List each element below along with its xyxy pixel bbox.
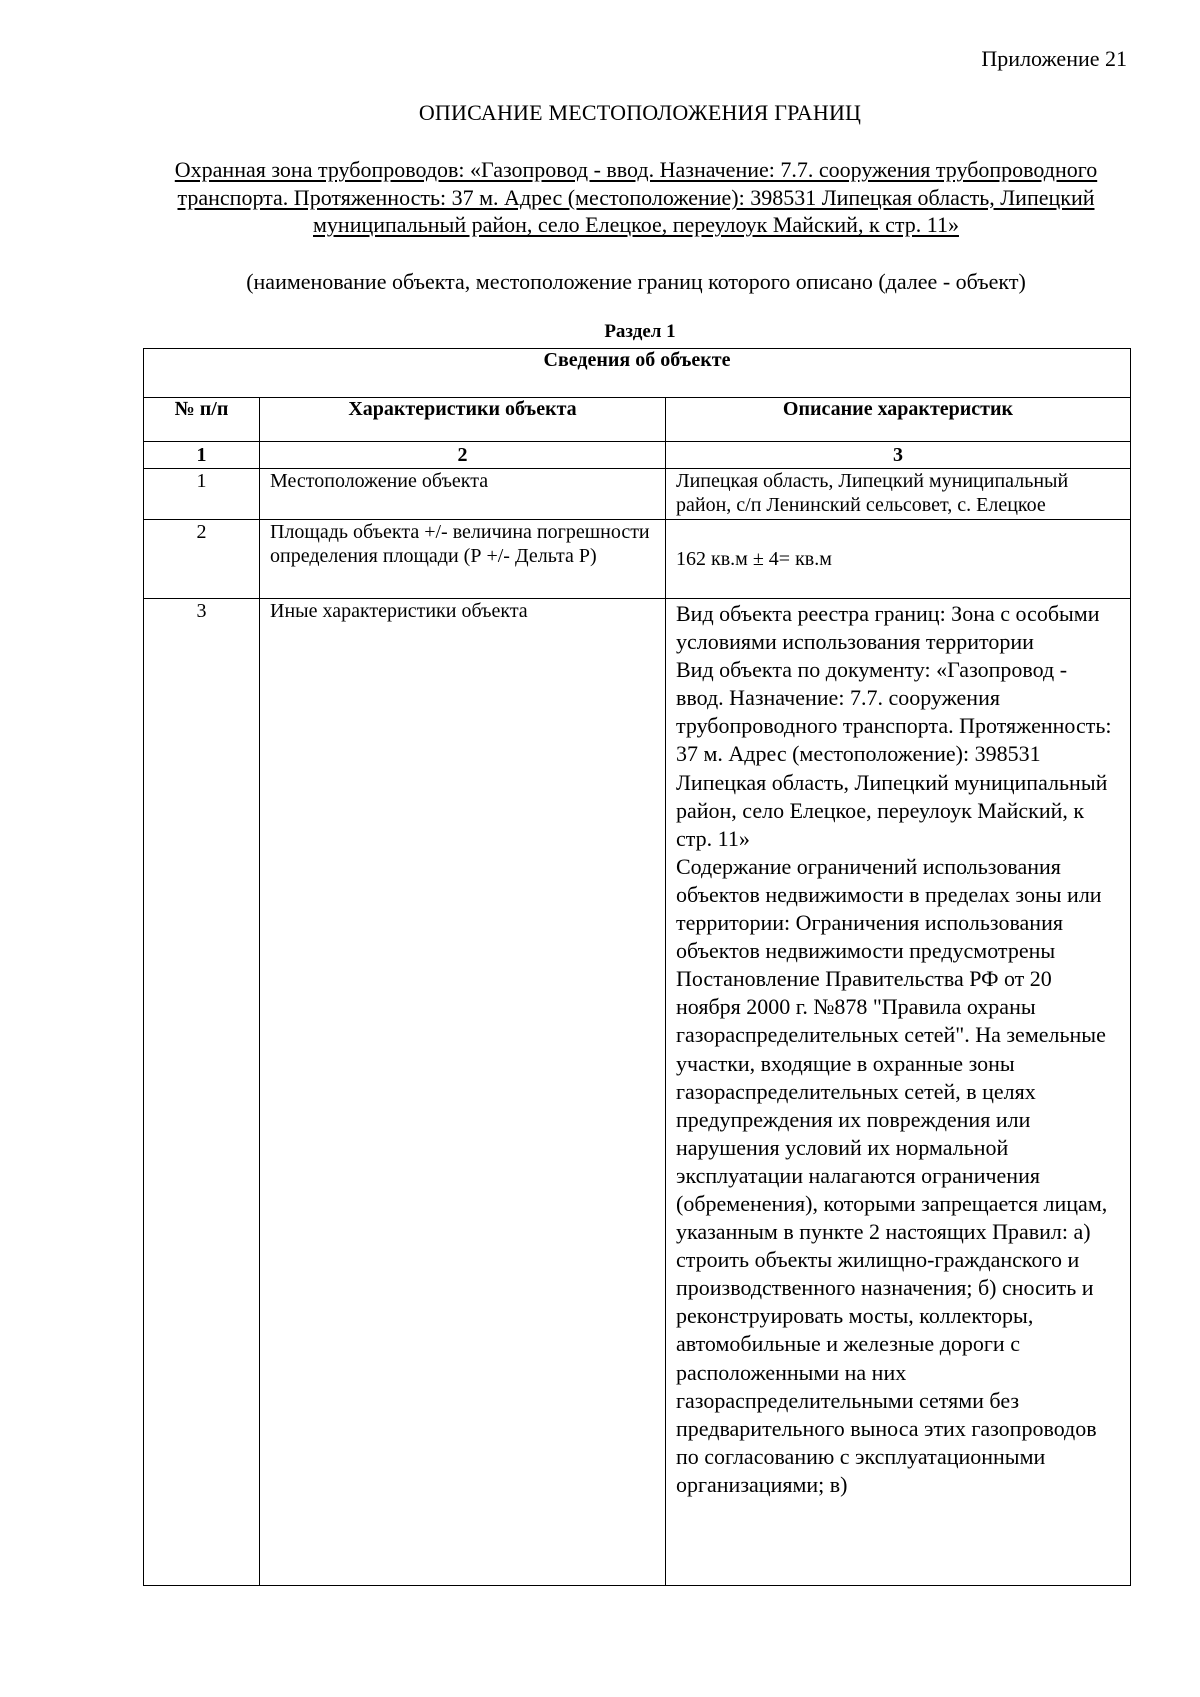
appendix-label: Приложение 21 <box>981 46 1127 71</box>
row-characteristic: Иные характеристики объекта <box>260 599 666 1586</box>
column-index: 3 <box>666 442 1131 469</box>
table-row <box>144 469 1131 520</box>
object-info-table <box>143 348 1131 1586</box>
column-index: 2 <box>260 442 666 469</box>
column-index: 1 <box>144 442 260 469</box>
column-header-number: № п/п <box>144 398 260 442</box>
row-description: Липецкая область, Липецкий муниципальный район, с/п Ленинский сельсовет, с. Елецкое <box>666 469 1131 520</box>
column-index-row <box>144 442 1131 469</box>
column-header-description: Описание характеристик <box>666 398 1131 442</box>
object-caption: (наименование объекта, местоположение границ которого описано (далее - объект) <box>246 269 1026 294</box>
table-row <box>144 520 1131 599</box>
column-header-characteristic: Характеристики объекта <box>260 398 666 442</box>
table-header-row <box>144 398 1131 442</box>
section-title: Раздел 1 <box>604 321 676 342</box>
row-number: 2 <box>144 520 260 599</box>
row-number: 3 <box>144 599 260 1586</box>
row-description: 162 кв.м ± 4= кв.м <box>666 520 1131 599</box>
row-number: 1 <box>144 469 260 520</box>
row-characteristic: Площадь объекта +/- величина погрешности определения площади (Р +/- Дельта Р) <box>260 520 666 599</box>
document-title: ОПИСАНИЕ МЕСТОПОЛОЖЕНИЯ ГРАНИЦ <box>418 100 862 125</box>
row-description: Вид объекта реестра границ: Зона с особыми условиями использования территории Вид объекта по документу: «Газопровод - ввод. Назначение: 7.7. сооружения трубопроводного транспорта. Протяженность: 37 м. Адрес (местоположение): 398531 Липецкая область, Липецкий муниципальный район, село Елецкое, переулоук Майский, к стр. 11» Содержание ограничений использования объектов недвижимости в пределах зоны или территории: Ограничения использования объектов недвижимости предусмотрены Постановление Правительства РФ от 20 ноября 2000 г. №878 "Правила охраны газораспределительных сетей". На земельные участки, входящие в охранные зоны газораспределительных сетей, в целях предупреждения их повреждения или нарушения условий их нормальной эксплуатации налагаются ограничения (обременения), которыми запрещается лицам, указанным в пункте 2 настоящих Правил: а) строить объекты жилищно-гражданского и производственного назначения; б) сносить и реконструировать мосты, коллекторы, автомобильные и железные дороги с расположенными на них газораспределительными сетями без предварительного выноса этих газопроводов по согласованию с эксплуатационными организациями; в) <box>666 599 1131 1586</box>
table-caption-row <box>144 349 1131 398</box>
table-row <box>144 599 1131 1586</box>
table-caption: Сведения об объекте <box>144 349 1131 398</box>
row-characteristic: Местоположение объекта <box>260 469 666 520</box>
object-name: Охранная зона трубопроводов: «Газопровод - ввод. Назначение: 7.7. сооружения трубопроводного транспорта. Протяженность: 37 м. Адрес (местоположение): 398531 Липецкая область, Липецкий муниципальный район, село Елецкое, переулоук Майский, к стр. 11» <box>174 157 1098 237</box>
